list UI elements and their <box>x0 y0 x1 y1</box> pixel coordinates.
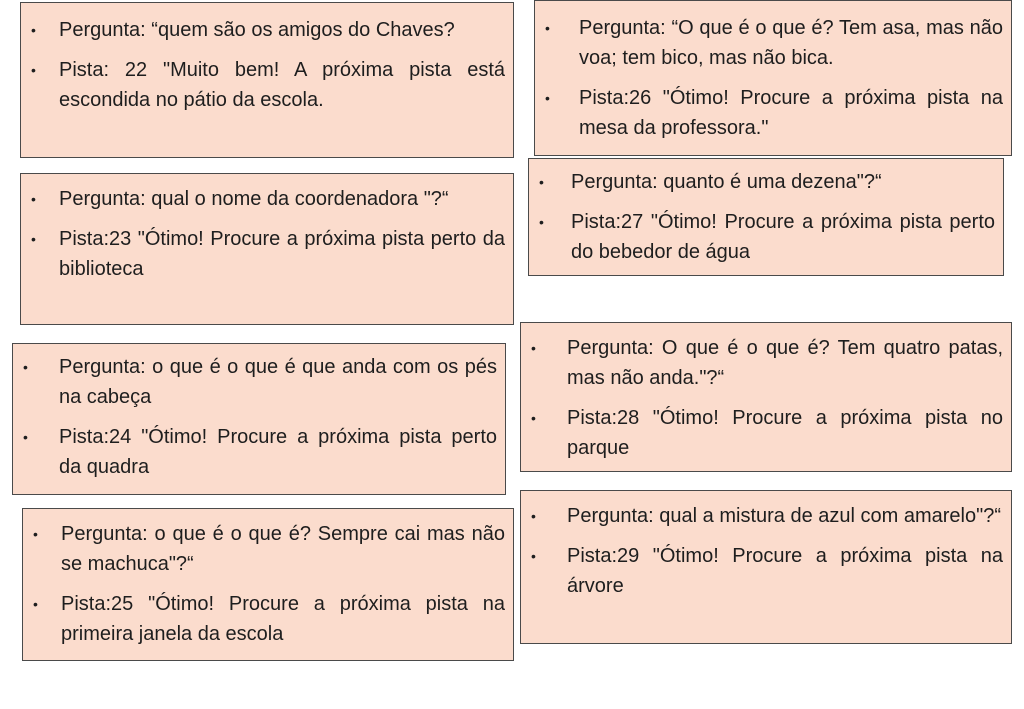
question-item <box>521 333 1011 393</box>
clue-card-28 <box>520 322 1012 472</box>
bullet-icon: • <box>33 596 38 612</box>
clue-item <box>529 207 1003 267</box>
question-text: Pergunta: o que é o que é? Sempre cai mas não se machuca"?“ <box>61 523 505 575</box>
question-item <box>529 167 1003 197</box>
bullet-icon: • <box>23 429 28 445</box>
clue-item <box>21 224 513 284</box>
clue-item <box>521 403 1011 463</box>
bullet-icon: • <box>545 20 550 36</box>
question-text: Pergunta: qual o nome da coordenadora "?“ <box>59 188 449 210</box>
bullet-icon: • <box>33 526 38 542</box>
clue-item <box>21 55 513 115</box>
bullet-icon: • <box>31 62 36 78</box>
bullet-icon: • <box>31 22 36 38</box>
bullet-icon: • <box>31 191 36 207</box>
question-text: Pergunta: quanto é uma dezena"?“ <box>571 171 882 193</box>
question-item <box>521 501 1011 531</box>
bullet-icon: • <box>539 214 544 230</box>
clue-text: Pista:28 "Ótimo! Procure a próxima pista no parque <box>567 407 1003 459</box>
clue-card-27 <box>528 158 1004 276</box>
clue-text: Pista:24 "Ótimo! Procure a próxima pista perto da quadra <box>59 426 497 478</box>
clue-text: Pista:23 "Ótimo! Procure a próxima pista perto da biblioteca <box>59 228 505 280</box>
question-item <box>21 15 513 45</box>
question-text: Pergunta: “quem são os amigos do Chaves? <box>59 19 455 41</box>
clue-item <box>535 83 1011 143</box>
bullet-icon: • <box>531 340 536 356</box>
bullet-icon: • <box>31 231 36 247</box>
bullet-icon: • <box>531 548 536 564</box>
clue-card-22 <box>20 2 514 158</box>
bullet-icon: • <box>545 90 550 106</box>
clue-item <box>13 422 505 482</box>
clue-card-24 <box>12 343 506 495</box>
question-item <box>535 13 1011 73</box>
question-text: Pergunta: qual a mistura de azul com amarelo"?“ <box>567 505 1001 527</box>
clue-text: Pista: 22 "Muito bem! A próxima pista está escondida no pátio da escola. <box>59 59 505 111</box>
question-text: Pergunta: “O que é o que é? Tem asa, mas não voa; tem bico, mas não bica. <box>579 17 1003 69</box>
question-item <box>23 519 513 579</box>
question-text: Pergunta: o que é o que é que anda com os pés na cabeça <box>59 356 497 408</box>
clue-text: Pista:26 "Ótimo! Procure a próxima pista na mesa da professora." <box>579 87 1003 139</box>
clue-card-26 <box>534 0 1012 156</box>
clue-card-25 <box>22 508 514 661</box>
clue-card-23 <box>20 173 514 325</box>
clue-text: Pista:25 "Ótimo! Procure a próxima pista na primeira janela da escola <box>61 593 505 645</box>
question-item <box>21 184 513 214</box>
clue-text: Pista:29 "Ótimo! Procure a próxima pista na árvore <box>567 545 1003 597</box>
question-text: Pergunta: O que é o que é? Tem quatro patas, mas não anda."?“ <box>567 337 1003 389</box>
bullet-icon: • <box>23 359 28 375</box>
bullet-icon: • <box>539 174 544 190</box>
clue-card-29 <box>520 490 1012 644</box>
question-item <box>13 352 505 412</box>
clue-text: Pista:27 "Ótimo! Procure a próxima pista perto do bebedor de água <box>571 211 995 263</box>
bullet-icon: • <box>531 508 536 524</box>
clue-item <box>521 541 1011 601</box>
bullet-icon: • <box>531 410 536 426</box>
clue-item <box>23 589 513 649</box>
